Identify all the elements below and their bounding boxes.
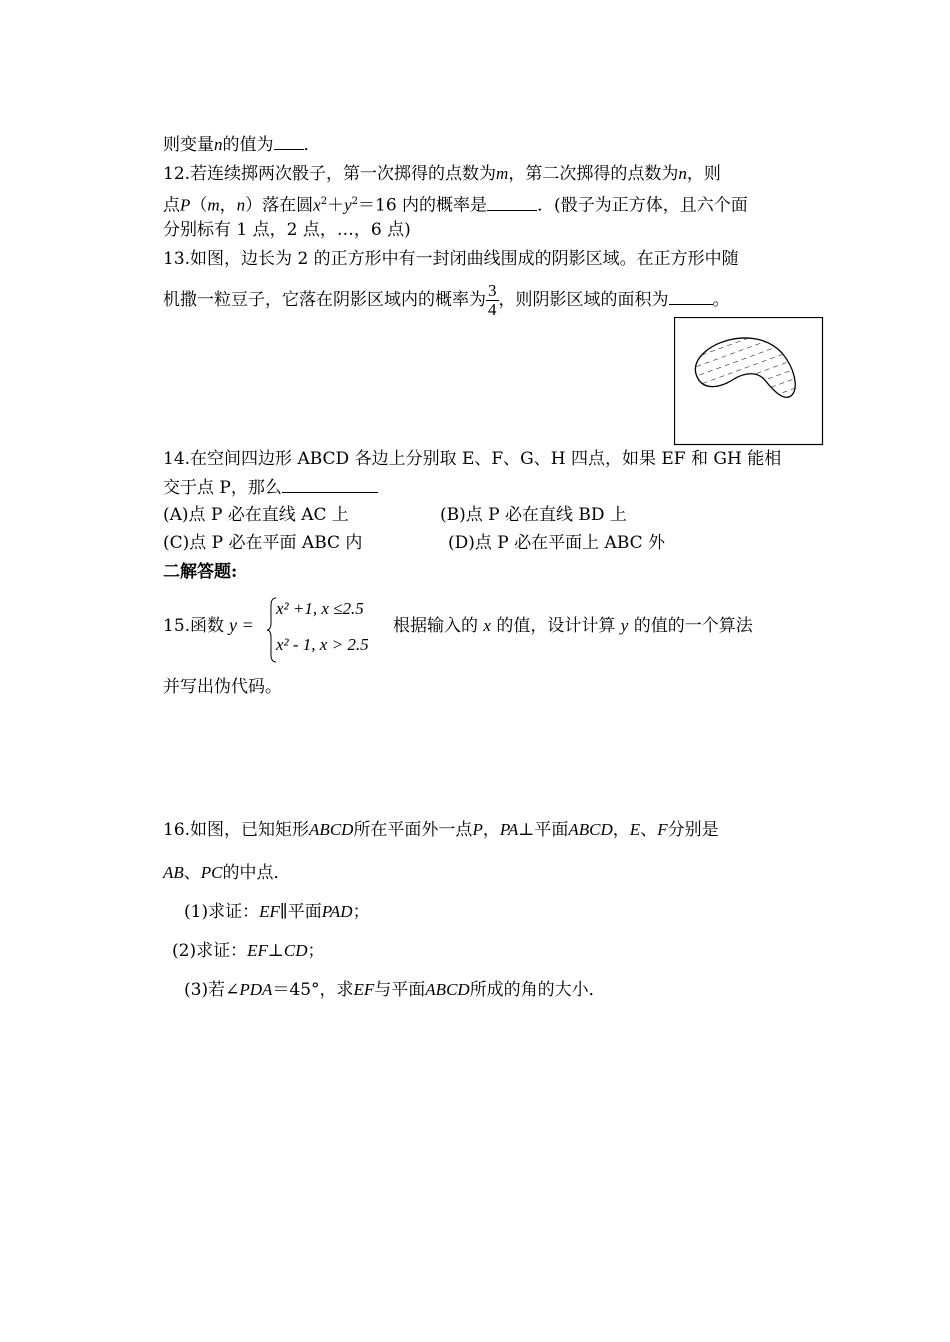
text: 分别是	[667, 820, 719, 840]
text: 、	[640, 820, 658, 840]
q14-line1	[163, 448, 781, 470]
shaded-region	[695, 338, 795, 397]
answer-blank	[487, 194, 537, 211]
var-n: n	[214, 135, 223, 154]
answer-blank	[669, 288, 713, 305]
var: F	[657, 820, 668, 839]
var: AB	[163, 863, 184, 882]
q12-line1	[163, 163, 721, 185]
var-y: y	[344, 195, 352, 215]
superscript: 2	[351, 196, 359, 207]
text: 并写出伪代码。	[163, 677, 282, 697]
answer-blank	[274, 133, 304, 150]
q12-line2	[163, 191, 748, 217]
q14-option-B	[440, 504, 627, 526]
option-C: (C)点 P 必在平面 ABC 内	[163, 533, 363, 553]
text: 、	[183, 863, 201, 883]
q13-line2	[163, 280, 730, 320]
text: ．(骰子为正方体，且六个面	[537, 195, 748, 216]
q16-line1	[163, 819, 719, 841]
text: 。	[712, 290, 730, 310]
q12-line3	[163, 219, 411, 241]
var: PA	[499, 820, 519, 839]
q16-line2	[163, 862, 291, 884]
text: ，第二次掷得的点数为	[508, 164, 679, 184]
var: EF	[247, 941, 268, 960]
q14-line2	[163, 476, 378, 499]
text: 所在平面外一点	[353, 820, 473, 840]
q16-part3	[184, 979, 606, 1001]
q16-part1	[184, 901, 370, 923]
var-x: x	[483, 616, 491, 635]
q16-part2	[172, 940, 325, 962]
var-x: x	[313, 195, 321, 215]
fraction-three-quarters	[486, 282, 499, 319]
text: 12.若连续掷两次骰子，第一次掷得的点数为	[163, 164, 497, 184]
text: 13.如图，边长为 2 的正方形中有一封闭曲线围成的阴影区域。在正方形中随	[163, 249, 739, 269]
text: ＝45°，求	[272, 980, 354, 1000]
case-1: x² +1, x ≤2.5	[276, 599, 364, 618]
var: CD	[283, 941, 308, 960]
text: 的中点．	[222, 863, 291, 883]
text: ，则	[686, 164, 721, 184]
numerator: 3	[488, 281, 497, 300]
option-A: (A)点 P 必在直线 AC 上	[163, 505, 349, 525]
var: P	[472, 820, 483, 839]
answer-blank	[282, 476, 378, 493]
q14-option-A	[163, 504, 349, 526]
q14-option-C	[163, 532, 362, 554]
text: (3)若∠	[184, 980, 240, 1000]
text: ；	[307, 941, 325, 961]
text: 点	[163, 195, 180, 216]
var: EF	[259, 902, 280, 921]
var: ABCD	[309, 820, 354, 839]
text: 的值，设计计算	[496, 616, 616, 636]
q14-option-D	[448, 532, 665, 554]
text: 14.在空间四边形 ABCD 各边上分别取 E、F、G、H 四点，如果 EF 和 GH 能相	[163, 449, 782, 469]
text: 分别标有 1 点，2 点，…，6 点)	[163, 220, 411, 240]
text: ，	[482, 820, 500, 840]
text: (2)求证：	[172, 941, 248, 961]
q13-line1	[163, 248, 739, 270]
text: 15.函数	[163, 616, 225, 636]
var: PC	[200, 863, 223, 882]
q15-line2	[163, 676, 282, 698]
text: ∥平面	[279, 902, 322, 922]
option-B: (B)点 P 必在直线 BD 上	[440, 505, 627, 525]
text: ，	[612, 820, 630, 840]
text: 则变量	[163, 135, 214, 155]
square-frame	[675, 318, 823, 445]
var-y: y	[620, 616, 629, 635]
section-title: 二解答题:	[163, 562, 238, 582]
text: 根据输入的	[393, 616, 478, 636]
text: ，	[219, 195, 237, 216]
var: ABCD	[425, 980, 470, 999]
var: EF	[353, 980, 375, 999]
q15-text-right	[393, 611, 753, 636]
text: 的值的一个算法	[633, 616, 753, 636]
q15-function	[163, 595, 803, 665]
text: 16.如图，已知矩形	[163, 820, 310, 840]
text: ＋	[327, 195, 345, 216]
section-heading	[163, 561, 237, 583]
case-2: x² - 1, x > 2.5	[276, 635, 369, 654]
option-D: (D)点 P 必在平面上 ABC 外	[448, 533, 666, 553]
var: ABCD	[568, 820, 613, 839]
text: 交于点 P，那么	[163, 478, 282, 498]
var: E	[629, 820, 641, 839]
var-n: n	[236, 195, 246, 215]
function-y: y =	[229, 615, 254, 635]
var: PAD	[321, 902, 353, 921]
var: PDA	[239, 980, 273, 999]
denominator: 4	[488, 300, 497, 319]
text: 所成的角的大小．	[469, 980, 606, 1000]
var-n: n	[678, 164, 687, 183]
text: （	[190, 195, 208, 216]
var-m: m	[496, 164, 509, 183]
square-with-shaded-region-figure	[674, 317, 824, 446]
text: 的值为	[222, 135, 274, 155]
text: 与平面	[374, 980, 426, 1000]
line-q11-end	[163, 133, 321, 156]
text: ，则阴影区域的面积为	[498, 290, 669, 310]
var-P: P	[180, 195, 191, 215]
text: ⊥	[267, 941, 284, 961]
text: ）落在圆	[245, 195, 314, 216]
text: ＝16 内的概率是	[358, 195, 488, 216]
text: ；	[352, 902, 370, 922]
var-m: m	[207, 195, 220, 215]
text: ．	[303, 135, 321, 155]
text: ⊥平面	[518, 820, 569, 840]
text: (1)求证：	[184, 902, 260, 922]
superscript: 2	[320, 196, 328, 207]
text: 机撒一粒豆子，它落在阴影区域内的概率为	[163, 290, 486, 310]
